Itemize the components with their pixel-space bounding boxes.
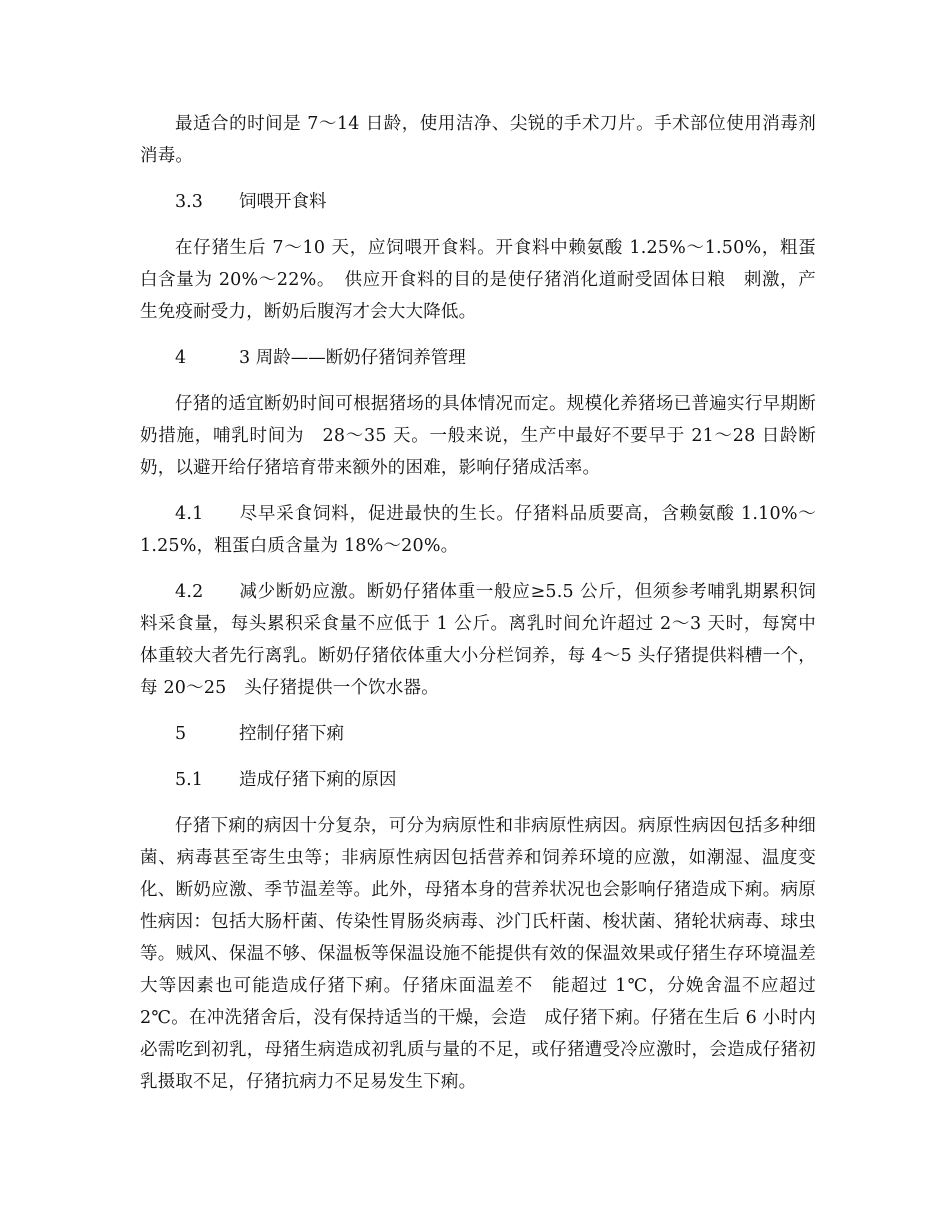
document-body	[140, 108, 816, 1112]
paragraph-weaning-time: 仔猪的适宜断奶时间可根据猪场的具体情况而定。规模化养猪场已普遍实行早期断奶措施，哺乳时间为 28～35 天。一般来说，生产中最好不要早于 21～28 日龄断奶，以避开给仔猪培育带来额外的困难，影响仔猪成活率。	[140, 394, 816, 478]
section-heading-5	[175, 718, 816, 750]
section-title: 控制仔猪下痢	[239, 724, 344, 744]
section-title: 饲喂开食料	[239, 192, 327, 212]
section-title: 造成仔猪下痢的原因	[239, 770, 397, 790]
section-number: 4	[175, 348, 187, 368]
section-number: 4.1	[175, 504, 204, 524]
section-heading-5-1	[175, 764, 816, 796]
section-number: 5.1	[175, 770, 203, 790]
paragraph-text: 减少断奶应激。断奶仔猪体重一般应≥5.5 公斤，但须参考哺乳期累积饲料采食量，每头累积采食量不应低于 1 公斤。离乳时间允许超过 2～3 天时，每窝中体重较大者先行离乳。断奶仔猪依体重大小分栏饲养，每 4～5 头仔猪提供料槽一个，每 20～25 头仔猪提供一个饮水器。	[140, 582, 816, 698]
paragraph-diarrhea-causes: 仔猪下痢的病因十分复杂，可分为病原性和非病原性病因。病原性病因包括多种细菌、病毒甚至寄生虫等；非病原性病因包括营养和饲养环境的应激，如潮湿、温度变化、断奶应激、季节温差等。此外，母猪本身的营养状况也会影响仔猪造成下痢。病原性病因：包括大肠杆菌、传染性胃肠炎病毒、沙门氏杆菌、梭状菌、猪轮状病毒、球虫等。贼风、保温不够、保温板等保温设施不能提供有效的保温效果或仔猪生存环境温差大等因素也可能造成仔猪下痢。仔猪床面温差不 能超过 1℃，分娩舍温不应超过 2℃。在冲洗猪舍后，没有保持适当的干燥，会造 成仔猪下痢。仔猪在生后 6 小时内必需吃到初乳，母猪生病造成初乳质与量的不足，或仔猪遭受冷应激时，会造成仔猪初乳摄取不足，仔猪抗病力不足易发生下痢。	[140, 816, 816, 1092]
paragraph-4-2	[140, 576, 816, 704]
section-number: 4.2	[175, 582, 204, 602]
section-title: 3 周龄——断奶仔猪饲养管理	[239, 348, 466, 368]
paragraph-castration-timing: 最适合的时间是 7～14 日龄，使用洁净、尖锐的手术刀片。手术部位使用消毒剂消毒。	[140, 114, 816, 166]
paragraph-4-1	[140, 498, 816, 562]
paragraph-text: 尽早采食饲料，促进最快的生长。仔猪料品质要高，含赖氨酸 1.10%～1.25%，粗蛋白质含量为 18%～20%。	[140, 504, 816, 556]
section-number: 5	[175, 724, 187, 744]
section-heading-3-3	[175, 186, 816, 218]
paragraph-starter-feed: 在仔猪生后 7～10 天，应饲喂开食料。开食料中赖氨酸 1.25%～1.50%，粗蛋白含量为 20%～22%。 供应开食料的目的是使仔猪消化道耐受固体日粮 刺激，产生免疫耐受力，断奶后腹泻才会大大降低。	[140, 238, 816, 322]
section-heading-4	[175, 342, 816, 374]
section-number: 3.3	[175, 192, 203, 212]
